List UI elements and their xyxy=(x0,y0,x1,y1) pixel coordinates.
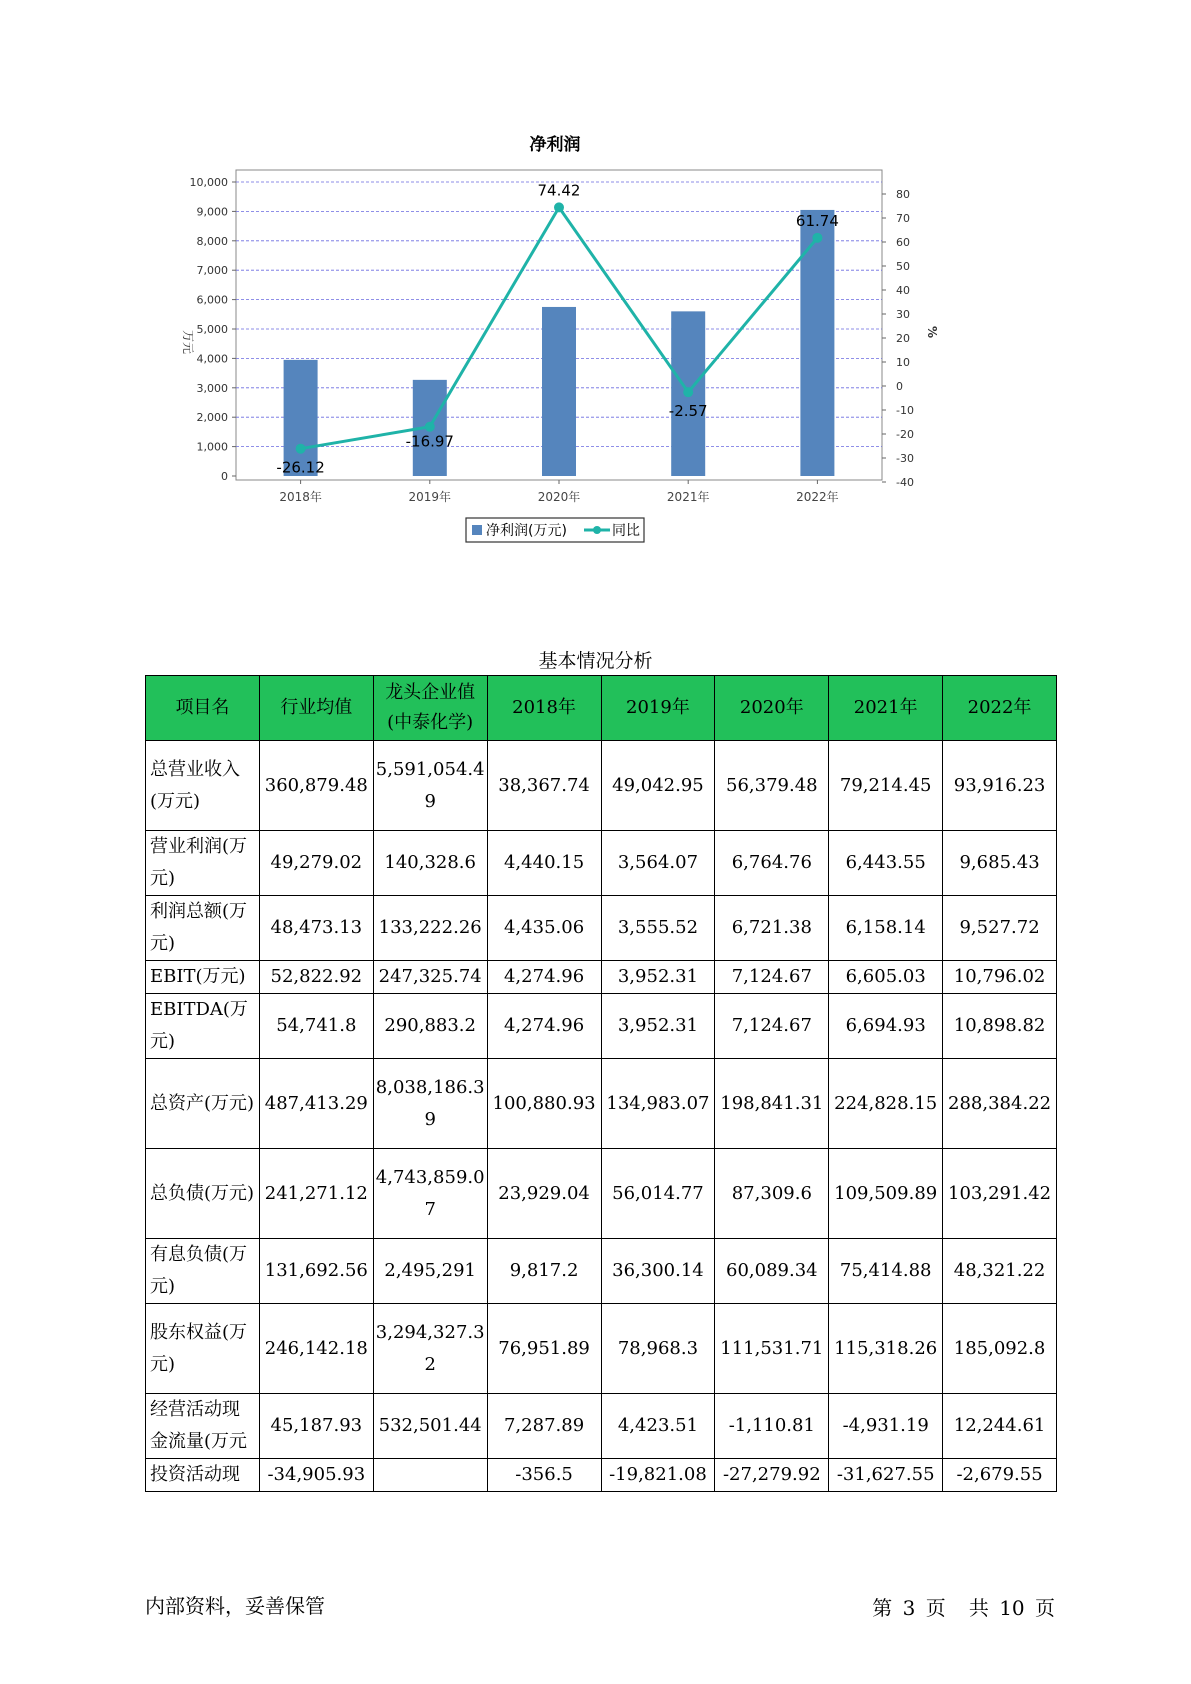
table-cell: 54,741.8 xyxy=(259,994,373,1059)
x-tick-label: 2022年 xyxy=(796,490,839,504)
table-row xyxy=(146,961,1057,994)
data-label: 61.74 xyxy=(795,211,839,230)
table-row xyxy=(146,1059,1057,1149)
bar-net-profit xyxy=(542,307,576,476)
table-row xyxy=(146,831,1057,896)
point-yoy xyxy=(296,444,306,454)
legend-line-marker xyxy=(593,526,601,534)
table-cell: 3,555.52 xyxy=(601,896,715,961)
table-cell: 4,435.06 xyxy=(487,896,601,961)
y-right-tick-label: 30 xyxy=(896,308,910,321)
table-cell: 4,274.96 xyxy=(487,994,601,1059)
table-cell: 78,968.3 xyxy=(601,1304,715,1394)
y-right-tick-label: 70 xyxy=(896,212,910,225)
table-cell: 38,367.74 xyxy=(487,741,601,831)
y-right-tick-label: -30 xyxy=(896,452,914,465)
table-cell: 4,440.15 xyxy=(487,831,601,896)
table-cell: 290,883.2 xyxy=(373,994,487,1059)
table-cell: 3,564.07 xyxy=(601,831,715,896)
table-cell: 4,423.51 xyxy=(601,1394,715,1459)
page-unit: 页 xyxy=(925,1596,946,1620)
table-cell: 9,527.72 xyxy=(943,896,1057,961)
table-cell: 247,325.74 xyxy=(373,961,487,994)
table-cell: 241,271.12 xyxy=(259,1149,373,1239)
y-right-tick-label: 80 xyxy=(896,188,910,201)
table-row xyxy=(146,994,1057,1059)
y-left-tick-label: 5,000 xyxy=(196,323,228,336)
y-left-tick-label: 9,000 xyxy=(196,205,228,219)
table-row xyxy=(146,1394,1057,1459)
table-cell: 60,089.34 xyxy=(715,1239,829,1304)
y-left-tick-label: 1,000 xyxy=(196,440,228,454)
y-right-tick-label: -10 xyxy=(896,404,914,417)
y-right-tick-label: 60 xyxy=(896,236,910,249)
table-cell: 6,721.38 xyxy=(715,896,829,961)
table-row xyxy=(146,1149,1057,1239)
table-cell: 185,092.8 xyxy=(943,1304,1057,1394)
table-cell: 115,318.26 xyxy=(829,1304,943,1394)
table-row xyxy=(146,1459,1057,1492)
table-title: 基本情况分析 xyxy=(538,650,653,672)
table-cell: 2,495,291 xyxy=(373,1239,487,1304)
table-cell: -4,931.19 xyxy=(829,1394,943,1459)
table-cell: 133,222.26 xyxy=(373,896,487,961)
data-label: -2.57 xyxy=(668,402,708,421)
point-yoy xyxy=(812,233,822,243)
legend-label: 净利润(万元) xyxy=(486,523,567,539)
table-cell: 79,214.45 xyxy=(829,741,943,831)
table-cell: 103,291.42 xyxy=(943,1149,1057,1239)
y-right-tick-label: -20 xyxy=(896,428,914,441)
table-cell: 6,158.14 xyxy=(829,896,943,961)
table-cell: 48,473.13 xyxy=(259,896,373,961)
table-cell: 7,287.89 xyxy=(487,1394,601,1459)
table-cell: 7,124.67 xyxy=(715,994,829,1059)
row-label-cell: 利润总额(万元) xyxy=(146,896,260,961)
table-cell: 100,880.93 xyxy=(487,1059,601,1149)
y-left-tick-label: 8,000 xyxy=(196,234,228,248)
point-yoy xyxy=(425,422,435,432)
row-label-cell: 总负债(万元) xyxy=(146,1149,260,1239)
row-label-cell: 总资产(万元) xyxy=(146,1059,260,1149)
table-cell: 4,743,859.07 xyxy=(373,1149,487,1239)
table-cell: 23,929.04 xyxy=(487,1149,601,1239)
table-cell: 6,443.55 xyxy=(829,831,943,896)
table-cell: 87,309.6 xyxy=(715,1149,829,1239)
chart-canvas xyxy=(170,130,1020,600)
table-cell: 288,384.22 xyxy=(943,1059,1057,1149)
table-cell: 532,501.44 xyxy=(373,1394,487,1459)
row-label-cell: 投资活动现 xyxy=(146,1459,260,1492)
table-row xyxy=(146,1239,1057,1304)
table-cell: 6,605.03 xyxy=(829,961,943,994)
table-cell: 49,279.02 xyxy=(259,831,373,896)
table-cell: 111,531.71 xyxy=(715,1304,829,1394)
table-cell: 49,042.95 xyxy=(601,741,715,831)
y-right-tick-label: -40 xyxy=(896,476,914,489)
table-cell: 8,038,186.39 xyxy=(373,1059,487,1149)
table-cell: 3,952.31 xyxy=(601,994,715,1059)
table-cell: 3,294,327.32 xyxy=(373,1304,487,1394)
table-cell: 134,983.07 xyxy=(601,1059,715,1149)
row-label-cell: 总营业收入(万元) xyxy=(146,741,260,831)
legend-bar-swatch xyxy=(472,525,482,535)
table-cell: 140,328.6 xyxy=(373,831,487,896)
table-cell: 10,796.02 xyxy=(943,961,1057,994)
y-left-tick-label: 3,000 xyxy=(196,381,228,395)
table-cell: -2,679.55 xyxy=(943,1459,1057,1492)
table-cell: 131,692.56 xyxy=(259,1239,373,1304)
point-yoy xyxy=(554,202,564,212)
table-cell: 12,244.61 xyxy=(943,1394,1057,1459)
table-cell: 487,413.29 xyxy=(259,1059,373,1149)
row-label-cell: EBITDA(万元) xyxy=(146,994,260,1059)
table-cell: 76,951.89 xyxy=(487,1304,601,1394)
y-right-tick-label: 0 xyxy=(896,380,903,393)
header-cell: 龙头企业值(中泰化学) xyxy=(373,676,487,741)
table-cell: 6,694.93 xyxy=(829,994,943,1059)
y-left-tick-label: 0 xyxy=(221,470,228,483)
table-cell: 56,014.77 xyxy=(601,1149,715,1239)
table-cell: 93,916.23 xyxy=(943,741,1057,831)
row-label-cell: 营业利润(万元) xyxy=(146,831,260,896)
table-cell: 36,300.14 xyxy=(601,1239,715,1304)
legend-label: 同比 xyxy=(612,523,640,539)
y-right-tick-label: 50 xyxy=(896,260,910,273)
table-row xyxy=(146,1304,1057,1394)
chart-title: 净利润 xyxy=(529,135,581,155)
table-cell: 48,321.22 xyxy=(943,1239,1057,1304)
y-left-tick-label: 10,000 xyxy=(189,176,228,189)
table-cell: -34,905.93 xyxy=(259,1459,373,1492)
table-cell: -31,627.55 xyxy=(829,1459,943,1492)
header-cell: 2022年 xyxy=(943,676,1057,741)
table-cell: 4,274.96 xyxy=(487,961,601,994)
row-label-cell: EBIT(万元) xyxy=(146,961,260,994)
header-cell: 2018年 xyxy=(487,676,601,741)
header-cell: 2019年 xyxy=(601,676,715,741)
footer-note: 内部资料，妥善保管 xyxy=(145,1594,325,1618)
table-cell: -27,279.92 xyxy=(715,1459,829,1492)
header-cell: 2020年 xyxy=(715,676,829,741)
table-cell: 6,764.76 xyxy=(715,831,829,896)
table-cell: 3,952.31 xyxy=(601,961,715,994)
table-header-row xyxy=(146,676,1057,741)
y-right-tick-label: 20 xyxy=(896,332,910,345)
data-label: 74.42 xyxy=(537,181,581,200)
table-cell xyxy=(373,1459,487,1492)
table-cell: 198,841.31 xyxy=(715,1059,829,1149)
y-right-tick-label: 10 xyxy=(896,356,910,369)
table-cell: 109,509.89 xyxy=(829,1149,943,1239)
table-body xyxy=(146,741,1057,1492)
table-cell: 360,879.48 xyxy=(259,741,373,831)
header-cell: 项目名 xyxy=(146,676,260,741)
y-left-tick-label: 4,000 xyxy=(196,352,228,366)
table-cell: 9,817.2 xyxy=(487,1239,601,1304)
y-left-tick-label: 2,000 xyxy=(196,411,228,425)
table-cell: 52,822.92 xyxy=(259,961,373,994)
y-right-tick-label: 40 xyxy=(896,284,910,297)
table-cell: 224,828.15 xyxy=(829,1059,943,1149)
table-cell: 9,685.43 xyxy=(943,831,1057,896)
row-label-cell: 有息负债(万元) xyxy=(146,1239,260,1304)
page-indicator xyxy=(870,1592,1057,1621)
header-cell: 2021年 xyxy=(829,676,943,741)
table-cell: 246,142.18 xyxy=(259,1304,373,1394)
header-cell: 行业均值 xyxy=(259,676,373,741)
table-cell: 45,187.93 xyxy=(259,1394,373,1459)
y-right-axis-label: % xyxy=(925,326,939,339)
table-cell: 5,591,054.49 xyxy=(373,741,487,831)
x-tick-label: 2020年 xyxy=(537,490,581,504)
page-number: 3 xyxy=(902,1596,916,1620)
basic-analysis-table xyxy=(145,675,1057,1492)
table-cell: 56,379.48 xyxy=(715,741,829,831)
table-cell: 10,898.82 xyxy=(943,994,1057,1059)
total-prefix: 共 xyxy=(968,1596,989,1620)
y-left-axis-label: 万元 xyxy=(181,330,195,355)
table-cell: -19,821.08 xyxy=(601,1459,715,1492)
y-left-tick-label: 7,000 xyxy=(196,264,228,278)
total-unit: 页 xyxy=(1035,1596,1055,1620)
table-row xyxy=(146,896,1057,961)
x-tick-label: 2019年 xyxy=(408,490,452,504)
page-prefix: 第 xyxy=(872,1596,893,1620)
table-cell: -356.5 xyxy=(487,1459,601,1492)
point-yoy xyxy=(683,387,693,397)
table-cell: 75,414.88 xyxy=(829,1239,943,1304)
x-tick-label: 2021年 xyxy=(666,490,710,504)
table-cell: -1,110.81 xyxy=(715,1394,829,1459)
x-tick-label: 2018年 xyxy=(279,490,322,504)
net-profit-chart xyxy=(170,130,1020,600)
row-label-cell: 股东权益(万元) xyxy=(146,1304,260,1394)
data-label: -26.12 xyxy=(276,458,325,477)
y-left-tick-label: 6,000 xyxy=(196,293,228,307)
table-row xyxy=(146,741,1057,831)
total-pages: 10 xyxy=(999,1596,1025,1620)
data-label: -16.97 xyxy=(405,432,454,451)
table-cell: 7,124.67 xyxy=(715,961,829,994)
row-label-cell: 经营活动现金流量(万元 xyxy=(146,1394,260,1459)
